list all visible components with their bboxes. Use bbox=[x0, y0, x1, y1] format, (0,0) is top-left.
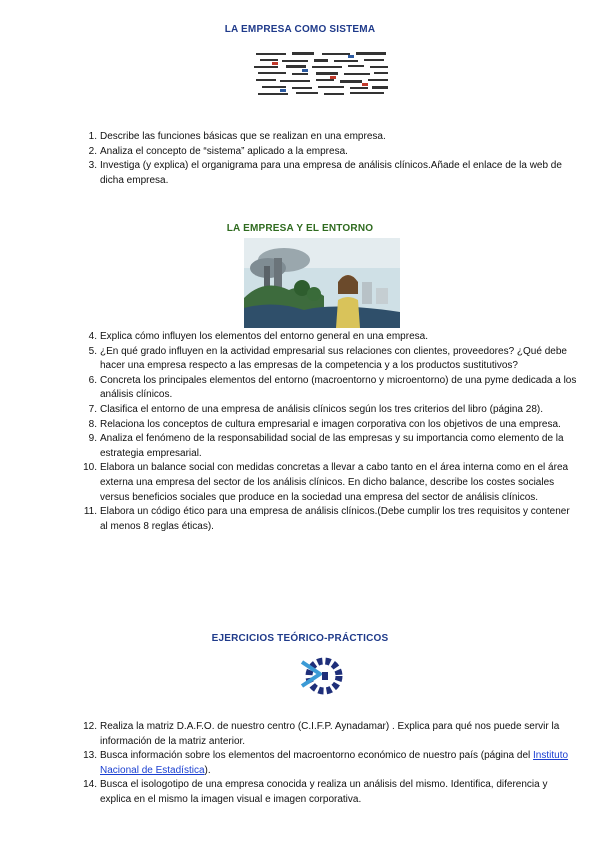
list-item: 11. Elabora un código ético para una empresa de análisis clínicos.(Debe cumplir los tres requisitos y contener al menos 8 reglas éticas). bbox=[83, 506, 570, 532]
list-item: 8. Relaciona los conceptos de cultura empresarial e imagen corporativa con los objetivos de una empresa. bbox=[88, 418, 561, 430]
list-item: 10. Elabora un balance social con medidas concretas a llevar a cabo tanto en el área interna como en el área externa una empresa del sector de los análisis clínicos. En dicho balance, describe los costes sociales versus beneficios sociales que produce en la sociedad una empresa del sector de análisis clínicos. bbox=[83, 462, 569, 503]
list-item: 14. Busca el isologotipo de una empresa conocida y realiza un análisis del mismo. Identifica, diferencia y explica en el mismo la imagen visual e imagen corporativa. bbox=[83, 779, 548, 805]
list-item: 1. Describe las funciones básicas que se realizan en una empresa. bbox=[88, 131, 386, 142]
exercise-list-1 bbox=[80, 130, 580, 188]
list-item: 2. Analiza el concepto de “sistema” aplicado a la empresa. bbox=[88, 145, 348, 157]
list-item: 4. Explica cómo influyen los elementos del entorno general en una empresa. bbox=[88, 331, 428, 342]
list-item: 7. Clasifica el entorno de una empresa de análisis clínicos según los tres criterios del libro (página 28). bbox=[88, 403, 544, 415]
list-item: 9. Analiza el fenómeno de la responsabilidad social de las empresas y su importancia como elemento de la estrategia empresarial. bbox=[88, 433, 564, 459]
section-title-ejercicios: EJERCICIOS TEÓRICO-PRÁCTICOS bbox=[211, 633, 389, 644]
list-item: 12. Realiza la matriz D.A.F.O. de nuestro centro (C.I.F.P. Aynadamar) . Explica para qué nos puede servir la información de la matriz anterior. bbox=[83, 721, 560, 747]
list-item: 6. Concreta los principales elementos del entorno (macroentorno y microentorno) de una pyme dedicada a los análisis clínicos. bbox=[88, 374, 577, 401]
exercise-list-3 bbox=[80, 720, 580, 808]
section-title-empresa-sistema: LA EMPRESA COMO SISTEMA bbox=[224, 24, 376, 35]
section-title-empresa-entorno: LA EMPRESA Y EL ENTORNO bbox=[226, 223, 374, 234]
exercise-list-2 bbox=[80, 330, 580, 534]
list-item: 13. Busca información sobre los elementos del macroentorno económico de nuestro país (página del Instituto Nacional de Estadística). bbox=[83, 750, 569, 776]
environment-illustration bbox=[244, 238, 400, 328]
org-diagram-icon bbox=[252, 50, 392, 98]
list-item: 5. ¿En qué grado influyen en la actividad empresarial sus relaciones con clientes, proveedores? ¿Qué debe hacer una empresa respecto a las empresas de la competencia y a los productos sustitutivos? bbox=[88, 345, 567, 372]
ine-link[interactable]: Instituto Nacional de Estadística bbox=[100, 750, 569, 776]
list-item: 3. Investiga (y explica) el organigrama para una empresa de análisis clínicos.Añade el enlace de la web de dicha empresa. bbox=[88, 160, 562, 186]
gear-logo-icon bbox=[298, 652, 346, 700]
